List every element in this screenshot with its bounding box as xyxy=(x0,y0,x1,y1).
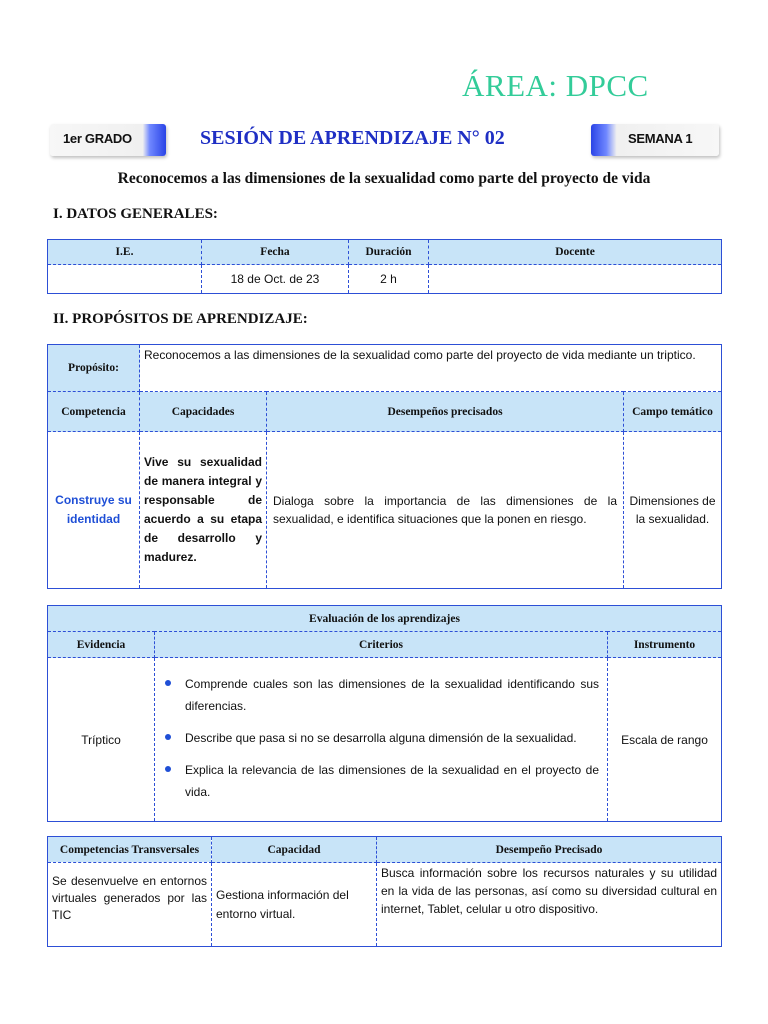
list-item xyxy=(185,759,601,803)
week-label: SEMANA 1 xyxy=(628,131,693,146)
criterio-text: Describe que pasa si no se desarrolla alguna dimensión de la sexualidad. xyxy=(185,730,577,745)
transversal-capacidad-value: Gestiona información del entorno virtual. xyxy=(212,863,377,947)
bullet-icon xyxy=(165,734,171,740)
header-duracion: Duración xyxy=(349,240,429,265)
header-capacidades: Capacidades xyxy=(140,392,267,432)
header-campo-tematico: Campo temático xyxy=(624,392,722,432)
header-fecha: Fecha xyxy=(202,240,349,265)
header-instrumento: Instrumento xyxy=(608,632,722,658)
instrumento-value: Escala de rango xyxy=(608,658,722,822)
campo-tematico-value: Dimensiones de la sexualidad. xyxy=(624,432,722,589)
propositos-table xyxy=(47,344,722,589)
proposito-text: Reconocemos a las dimensiones de la sexualidad como parte del proyecto de vida mediante un triptico. xyxy=(140,345,722,392)
cell-docente xyxy=(429,265,722,294)
criterios-cell xyxy=(155,658,608,822)
session-title: SESIÓN DE APRENDIZAJE N° 02 xyxy=(200,127,505,149)
bullet-icon xyxy=(165,680,171,686)
list-item xyxy=(185,673,601,717)
criterio-text: Explica la relevancia de las dimensiones de la sexualidad en el proyecto de vida. xyxy=(185,762,599,799)
capacidades-value: Vive su sexualidad de manera integral y responsable de acuerdo a su etapa de desarrollo y madurez. xyxy=(140,432,267,589)
criterios-list xyxy=(163,673,601,803)
transversal-competencia-value: Se desenvuelve en entornos virtuales generados por las TIC xyxy=(48,863,212,947)
transversal-desempeno-value: Busca información sobre los recursos naturales y su utilidad en la vida de las personas, así como su diversidad cultural en internet, Tablet, celular u otro dispositivo. xyxy=(377,863,722,947)
section-title-datos-generales: I. DATOS GENERALES: xyxy=(53,206,218,222)
area-title: ÁREA: DPCC xyxy=(462,68,649,103)
header-ie: I.E. xyxy=(48,240,202,265)
cell-ie xyxy=(48,265,202,294)
list-item xyxy=(185,727,601,749)
header-competencia: Competencia xyxy=(48,392,140,432)
competencia-value: Construye su identidad xyxy=(48,432,140,589)
header-desempeno-precisado: Desempeño Precisado xyxy=(377,837,722,863)
week-badge xyxy=(591,124,719,156)
header-desempenos: Desempeños precisados xyxy=(267,392,624,432)
header-evidencia: Evidencia xyxy=(48,632,155,658)
cell-duracion: 2 h xyxy=(349,265,429,294)
datos-generales-table xyxy=(47,239,722,294)
header-competencias-transversales: Competencias Transversales xyxy=(48,837,212,863)
header-criterios: Criterios xyxy=(155,632,608,658)
evaluacion-table xyxy=(47,605,722,822)
grade-badge xyxy=(50,124,166,156)
criterio-text: Comprende cuales son las dimensiones de la sexualidad identificando sus diferencias. xyxy=(185,676,599,713)
header-capacidad: Capacidad xyxy=(212,837,377,863)
grade-label: 1er GRADO xyxy=(63,131,132,146)
evidencia-value: Tríptico xyxy=(48,658,155,822)
desempeno-value: Dialoga sobre la importancia de las dimensiones de la sexualidad, e identifica situaciones que la ponen en riesgo. xyxy=(267,432,624,589)
cell-fecha: 18 de Oct. de 23 xyxy=(202,265,349,294)
bullet-icon xyxy=(165,766,171,772)
transversales-table xyxy=(47,836,722,947)
evaluacion-title: Evaluación de los aprendizajes xyxy=(48,606,722,632)
proposito-label: Propósito: xyxy=(48,345,140,392)
section-title-propositos: II. PROPÓSITOS DE APRENDIZAJE: xyxy=(53,311,308,327)
session-subtitle: Reconocemos a las dimensiones de la sexualidad como parte del proyecto de vida xyxy=(117,170,651,187)
header-docente: Docente xyxy=(429,240,722,265)
